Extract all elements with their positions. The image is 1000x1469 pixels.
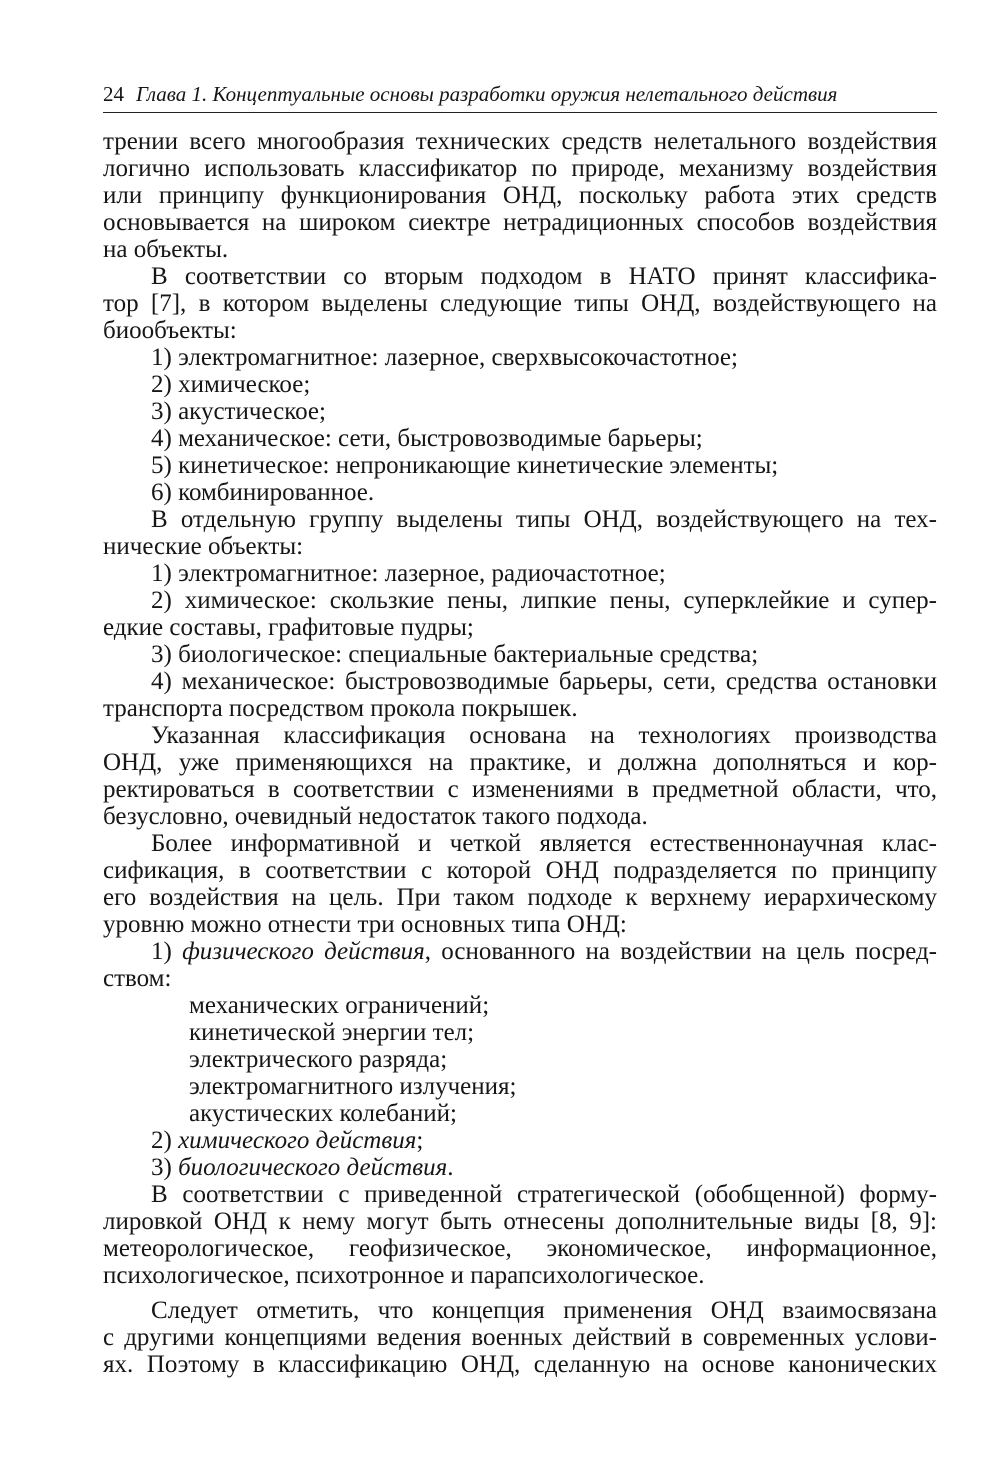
text-line: [103, 1181, 937, 1208]
text-segment: лировкой ОНД к нему могут быть отнесены дополнительные виды [8, 9]:: [103, 1208, 937, 1235]
text-line: [103, 425, 937, 452]
text-line: [103, 1154, 937, 1181]
text-line: [103, 722, 937, 749]
text-segment: 3) биологическое: специальные бактериальные средства;: [151, 641, 759, 668]
text-line: [103, 398, 937, 425]
text-line: [103, 668, 937, 695]
text-segment: сификация, в соответствии с которой ОНД подразделяется по принципу: [103, 857, 937, 884]
text-line: [103, 236, 937, 263]
text-segment: кинетической энергии тел;: [189, 1019, 475, 1046]
text-line: [103, 155, 937, 182]
text-segment: нические объекты:: [103, 533, 304, 560]
text-line: [103, 911, 937, 938]
text-segment: тор [7], в котором выделены следующие типы ОНД, воздействующего на: [103, 290, 937, 317]
text-segment: В отдельную группу выделены типы ОНД, воздействующего на тех-: [151, 506, 937, 533]
running-header: [103, 82, 937, 113]
text-line: [103, 695, 937, 722]
text-line: [103, 452, 937, 479]
italic-term: биологического действия: [178, 1154, 448, 1181]
text-segment: или принципу функционирования ОНД, поскольку работа этих средств: [103, 182, 937, 209]
running-title: Глава 1. Концептуальные основы разработки оружия нелетального действия: [136, 82, 838, 106]
text-line: [103, 884, 937, 911]
text-line: [103, 479, 937, 506]
text-line: [103, 776, 937, 803]
text-line: [103, 1073, 937, 1100]
text-segment: биообъекты:: [103, 317, 237, 344]
text-segment: 1) электромагнитное: лазерное, сверхвысокочастотное;: [151, 344, 738, 371]
text-line: [103, 857, 937, 884]
text-segment: ях. Поэтому в классификацию ОНД, сделанную на основе канонических: [103, 1351, 937, 1378]
text-segment: ОНД, уже применяющихся на практике, и должна дополняться и кор-: [103, 749, 937, 776]
text-segment: ством:: [103, 965, 172, 992]
text-line: [103, 344, 937, 371]
page-number: 24: [103, 82, 124, 106]
text-segment: В соответствии с приведенной стратегической (обобщенной) форму-: [151, 1181, 937, 1208]
text-line: [103, 1019, 937, 1046]
text-segment: Более информативной и четкой является естественнонаучная клас-: [151, 830, 937, 857]
text-segment: .: [447, 1154, 454, 1181]
text-segment: электрического разряда;: [189, 1046, 448, 1073]
text-segment: ;: [416, 1127, 424, 1154]
text-segment: метеорологическое, геофизическое, экономическое, информационное,: [103, 1235, 937, 1262]
text-line: [103, 965, 937, 992]
text-segment: Следует отметить, что концепция применения ОНД взаимосвязана: [151, 1297, 937, 1324]
text-line: [103, 587, 937, 614]
text-line: [103, 830, 937, 857]
text-line: [103, 803, 937, 830]
text-segment: 4) механическое: быстровозводимые барьеры, сети, средства остановки: [151, 668, 937, 695]
text-line: [103, 263, 937, 290]
text-segment: 2) химическое;: [151, 371, 311, 398]
text-segment: 3) акустическое;: [151, 398, 326, 425]
text-line: [103, 1235, 937, 1262]
italic-term: химического действия: [178, 1127, 417, 1154]
text-line: [103, 371, 937, 398]
text-segment: электромагнитного излучения;: [189, 1073, 517, 1100]
text-line: [103, 938, 937, 965]
text-line: [103, 209, 937, 236]
text-line: [103, 1351, 937, 1378]
text-segment: психологическое, психотронное и парапсихологическое.: [103, 1262, 705, 1289]
text-line: [103, 317, 937, 344]
text-segment: на объекты.: [103, 236, 229, 263]
text-line: [103, 1262, 937, 1289]
text-segment: безусловно, очевидный недостаток такого подхода.: [103, 803, 648, 830]
text-line: [103, 182, 937, 209]
text-segment: трении всего многообразия технических средств нелетального воздействия: [103, 128, 937, 155]
text-segment: акустических колебаний;: [189, 1100, 457, 1127]
text-segment: с другими концепциями ведения военных действий в современных услови-: [103, 1324, 937, 1351]
text-segment: 1): [151, 938, 183, 965]
text-line: [103, 1324, 937, 1351]
text-segment: 5) кинетическое: непроникающие кинетические элементы;: [151, 452, 779, 479]
text-line: [103, 1208, 937, 1235]
text-line: [103, 992, 937, 1019]
text-segment: В соответствии со вторым подходом в НАТО принят классифика-: [151, 263, 937, 290]
text-segment: ректироваться в соответствии с изменениями в предметной области, что,: [103, 776, 937, 803]
text-segment: логично использовать классификатор по природе, механизму воздействия: [103, 155, 937, 182]
text-segment: транспорта посредством прокола покрышек.: [103, 695, 578, 722]
text-line: [103, 290, 937, 317]
text-segment: 6) комбинированное.: [151, 479, 375, 506]
text-line: [103, 1127, 937, 1154]
text-segment: 2) химическое: скользкие пены, липкие пены, суперклейкие и супер-: [151, 587, 937, 614]
text-line: [103, 749, 937, 776]
text-line: [103, 128, 937, 155]
text-line: [103, 1297, 937, 1324]
text-segment: Указанная классификация основана на технологиях производства: [151, 722, 937, 749]
text-segment: 1) электромагнитное: лазерное, радиочастотное;: [151, 560, 666, 587]
text-segment: 3): [151, 1154, 179, 1181]
text-segment: едкие составы, графитовые пудры;: [103, 614, 474, 641]
text-line: [103, 1100, 937, 1127]
text-line: [103, 641, 937, 668]
text-segment: его воздействия на цель. При таком подходе к верхнему иерархическому: [103, 884, 937, 911]
text-line: [103, 533, 937, 560]
italic-term: физического действия: [182, 938, 425, 965]
text-segment: основывается на широком сиектре нетрадиционных способов воздействия: [103, 209, 937, 236]
text-segment: 2): [151, 1127, 179, 1154]
text-segment: 4) механическое: сети, быстровозводимые барьеры;: [151, 425, 703, 452]
text-segment: , основанного на воздействии на цель посред-: [424, 938, 937, 965]
text-line: [103, 506, 937, 533]
text-segment: механических ограничений;: [189, 992, 490, 1019]
text-line: [103, 1046, 937, 1073]
page-body-text: [103, 128, 937, 1378]
text-line: [103, 614, 937, 641]
text-line: [103, 560, 937, 587]
text-segment: уровню можно отнести три основных типа ОНД:: [103, 911, 627, 938]
